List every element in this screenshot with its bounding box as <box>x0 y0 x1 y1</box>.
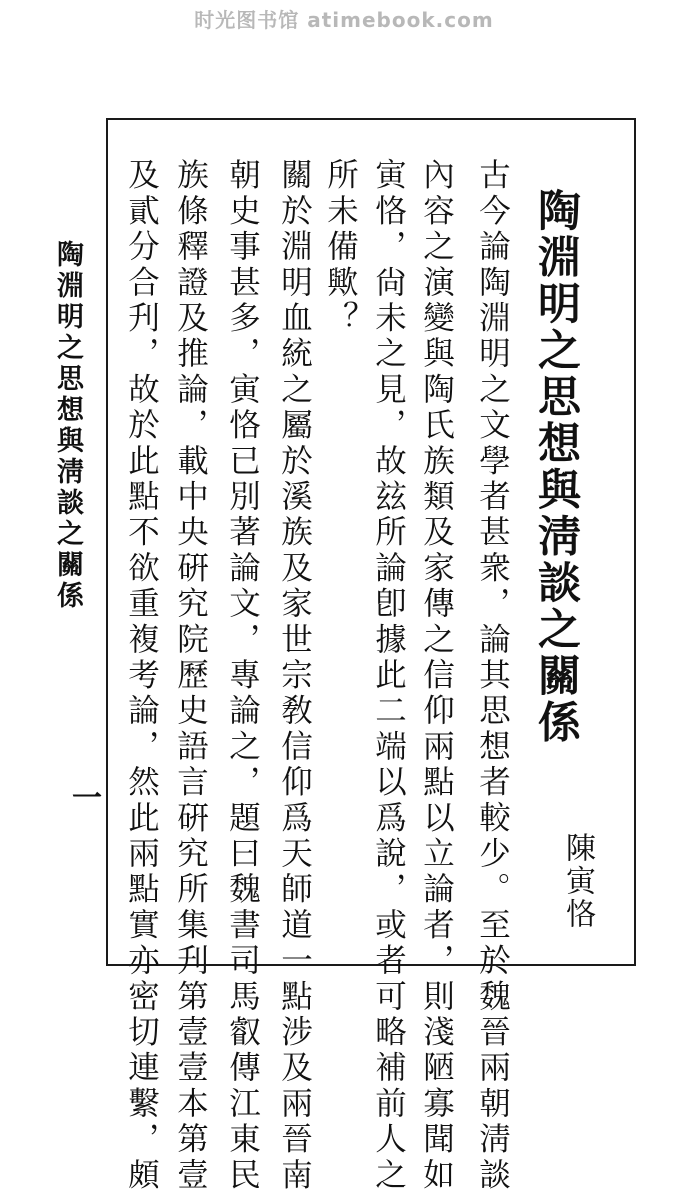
body-text-line: 及貳分合刋，故於此點不欲重複考論，然此兩點實亦密切連繫，頗 <box>123 158 160 1193</box>
site-watermark: 时光图书馆 atimebook.com <box>194 8 494 32</box>
body-text-line: 所未備歟？ <box>322 158 359 337</box>
article-title: 陶淵明之思想與淸談之關係 <box>531 188 581 746</box>
body-text-line: 內容之演變與陶氏族類及家傳之信仰兩點以立論者，則淺陋寡聞如 <box>418 158 455 1193</box>
body-text-line: 朝史事甚多，寅恪已別著論文，專論之，題曰魏書司馬叡傳江東民 <box>224 158 261 1193</box>
body-text-line: 古今論陶淵明之文學者甚衆，論其思想者較少。至於魏晉兩朝淸談 <box>474 158 511 1193</box>
running-head: 陶淵明之思想與淸談之關係 <box>52 240 83 612</box>
page-number: 一 <box>72 781 102 816</box>
body-text-line: 寅恪，尙未之見，故玆所論卽據此二端以爲說，或者可略補前人之 <box>370 158 407 1193</box>
author-name: 陳寅恪 <box>560 832 595 931</box>
body-text-line: 關於淵明血統之屬於溪族及家世宗敎信仰爲天師道一點涉及兩晉南 <box>276 158 313 1193</box>
body-text-line: 族條釋證及推論，載中央硏究院歷史語言硏究所集刋第壹壹本第壹 <box>172 158 209 1193</box>
